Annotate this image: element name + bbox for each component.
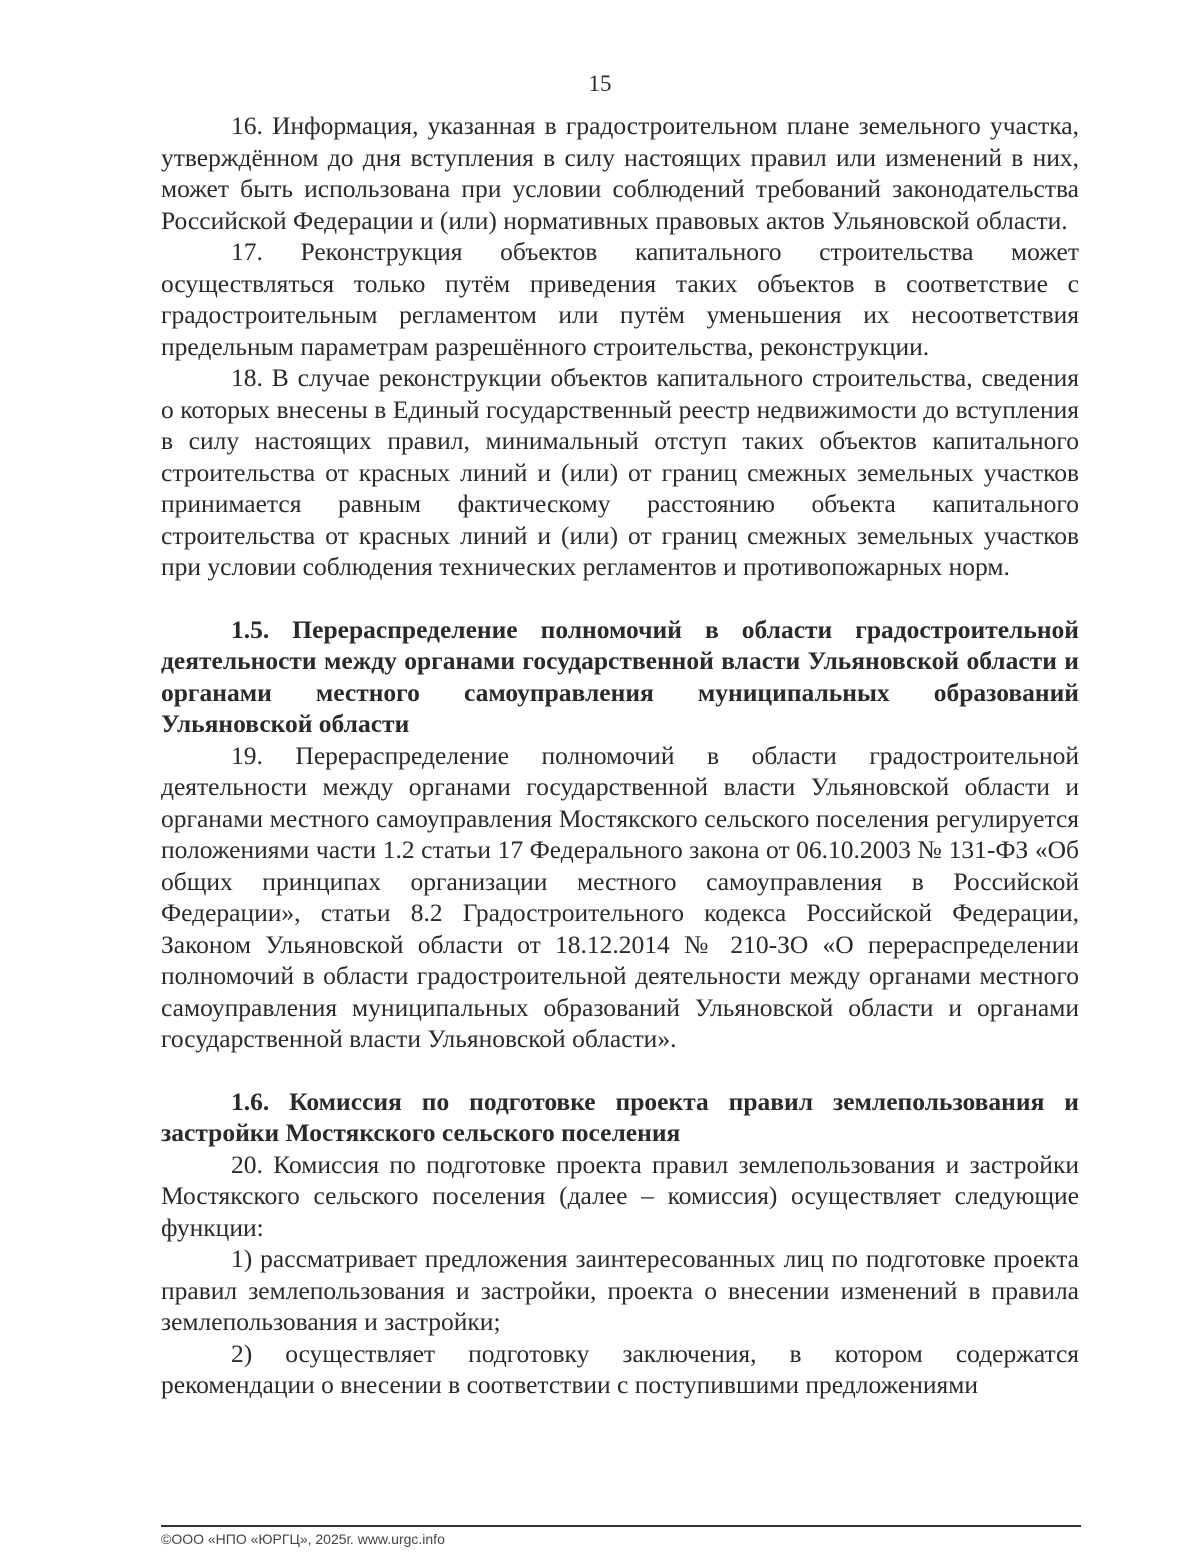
paragraph-17: 17. Реконструкция объектов капитального строительства может осуществляться только путём приведения таких объектов в соответствие с градостроительным регламентом или путём уменьшения их несоответствия предельным параметрам разрешённого строительства, реконструкции. [161,237,1079,361]
document-body [161,110,1079,1401]
section-heading-1-5: 1.5. Перераспределение полномочий в области градостроительной деятельности между органами государственной власти Ульяновской области и органами местного самоуправления муниципальных образований Ульяновской области [161,614,1079,738]
section-heading-1-6: 1.6. Комиссия по подготовке проекта правил землепользования и застройки Мостякского сельского поселения [161,1086,1079,1147]
list-item-1: 1) рассматривает предложения заинтересованных лиц по подготовке проекта правил землепользования и застройки, проекта о внесении изменений в правила землепользования и застройки; [161,1244,1079,1336]
paragraph-18: 18. В случае реконструкции объектов капитального строительства, сведения о которых внесены в Единый государственный реестр недвижимости до вступления в силу настоящих правил, минимальный отступ таких объектов капитального строительства от красных линий и (или) от границ смежных земельных участков принимается равным фактическому расстоянию объекта капитального строительства от красных линий и (или) от границ смежных земельных участков при условии соблюдения технических регламентов и противопожарных норм. [161,363,1079,581]
section-spacer [161,583,1079,614]
list-item-2: 2) осуществляет подготовку заключения, в котором содержатся рекомендации о внесении в соответствии с поступившими предложениями [161,1338,1079,1399]
section-spacer [161,1055,1079,1086]
footer-divider [161,1525,1081,1527]
page-number: 15 [588,71,612,96]
paragraph-16: 16. Информация, указанная в градостроительном плане земельного участка, утверждённом до дня вступления в силу настоящих правил или изменений в них, может быть использована при условии соблюдений требований законодательства Российской Федерации и (или) нормативных правовых актов Ульяновской области. [161,111,1079,235]
paragraph-20: 20. Комиссия по подготовке проекта правил землепользования и застройки Мостякского сельского поселения (далее – комиссия) осуществляет следующие функции: [161,1149,1079,1242]
paragraph-19: 19. Перераспределение полномочий в области градостроительной деятельности между органами государственной власти Ульяновской области и органами местного самоуправления Мостякского сельского поселения регулируется положениями части 1.2 статьи 17 Федерального закона от 06.10.2003 № 131-ФЗ «Об общих принципах организации местного самоуправления в Российской Федерации», статьи 8.2 Градостроительного кодекса Российской Федерации, Законом Ульяновской области от 18.12.2014 № 210-ЗО «О перераспределении полномочий в области градостроительной деятельности между органами местного самоуправления муниципальных образований Ульяновской области и органами государственной власти Ульяновской области». [161,740,1079,1053]
footer-copyright: ©ООО «НПО «ЮРГЦ», 2025г. www.urgc.info [161,1531,445,1547]
